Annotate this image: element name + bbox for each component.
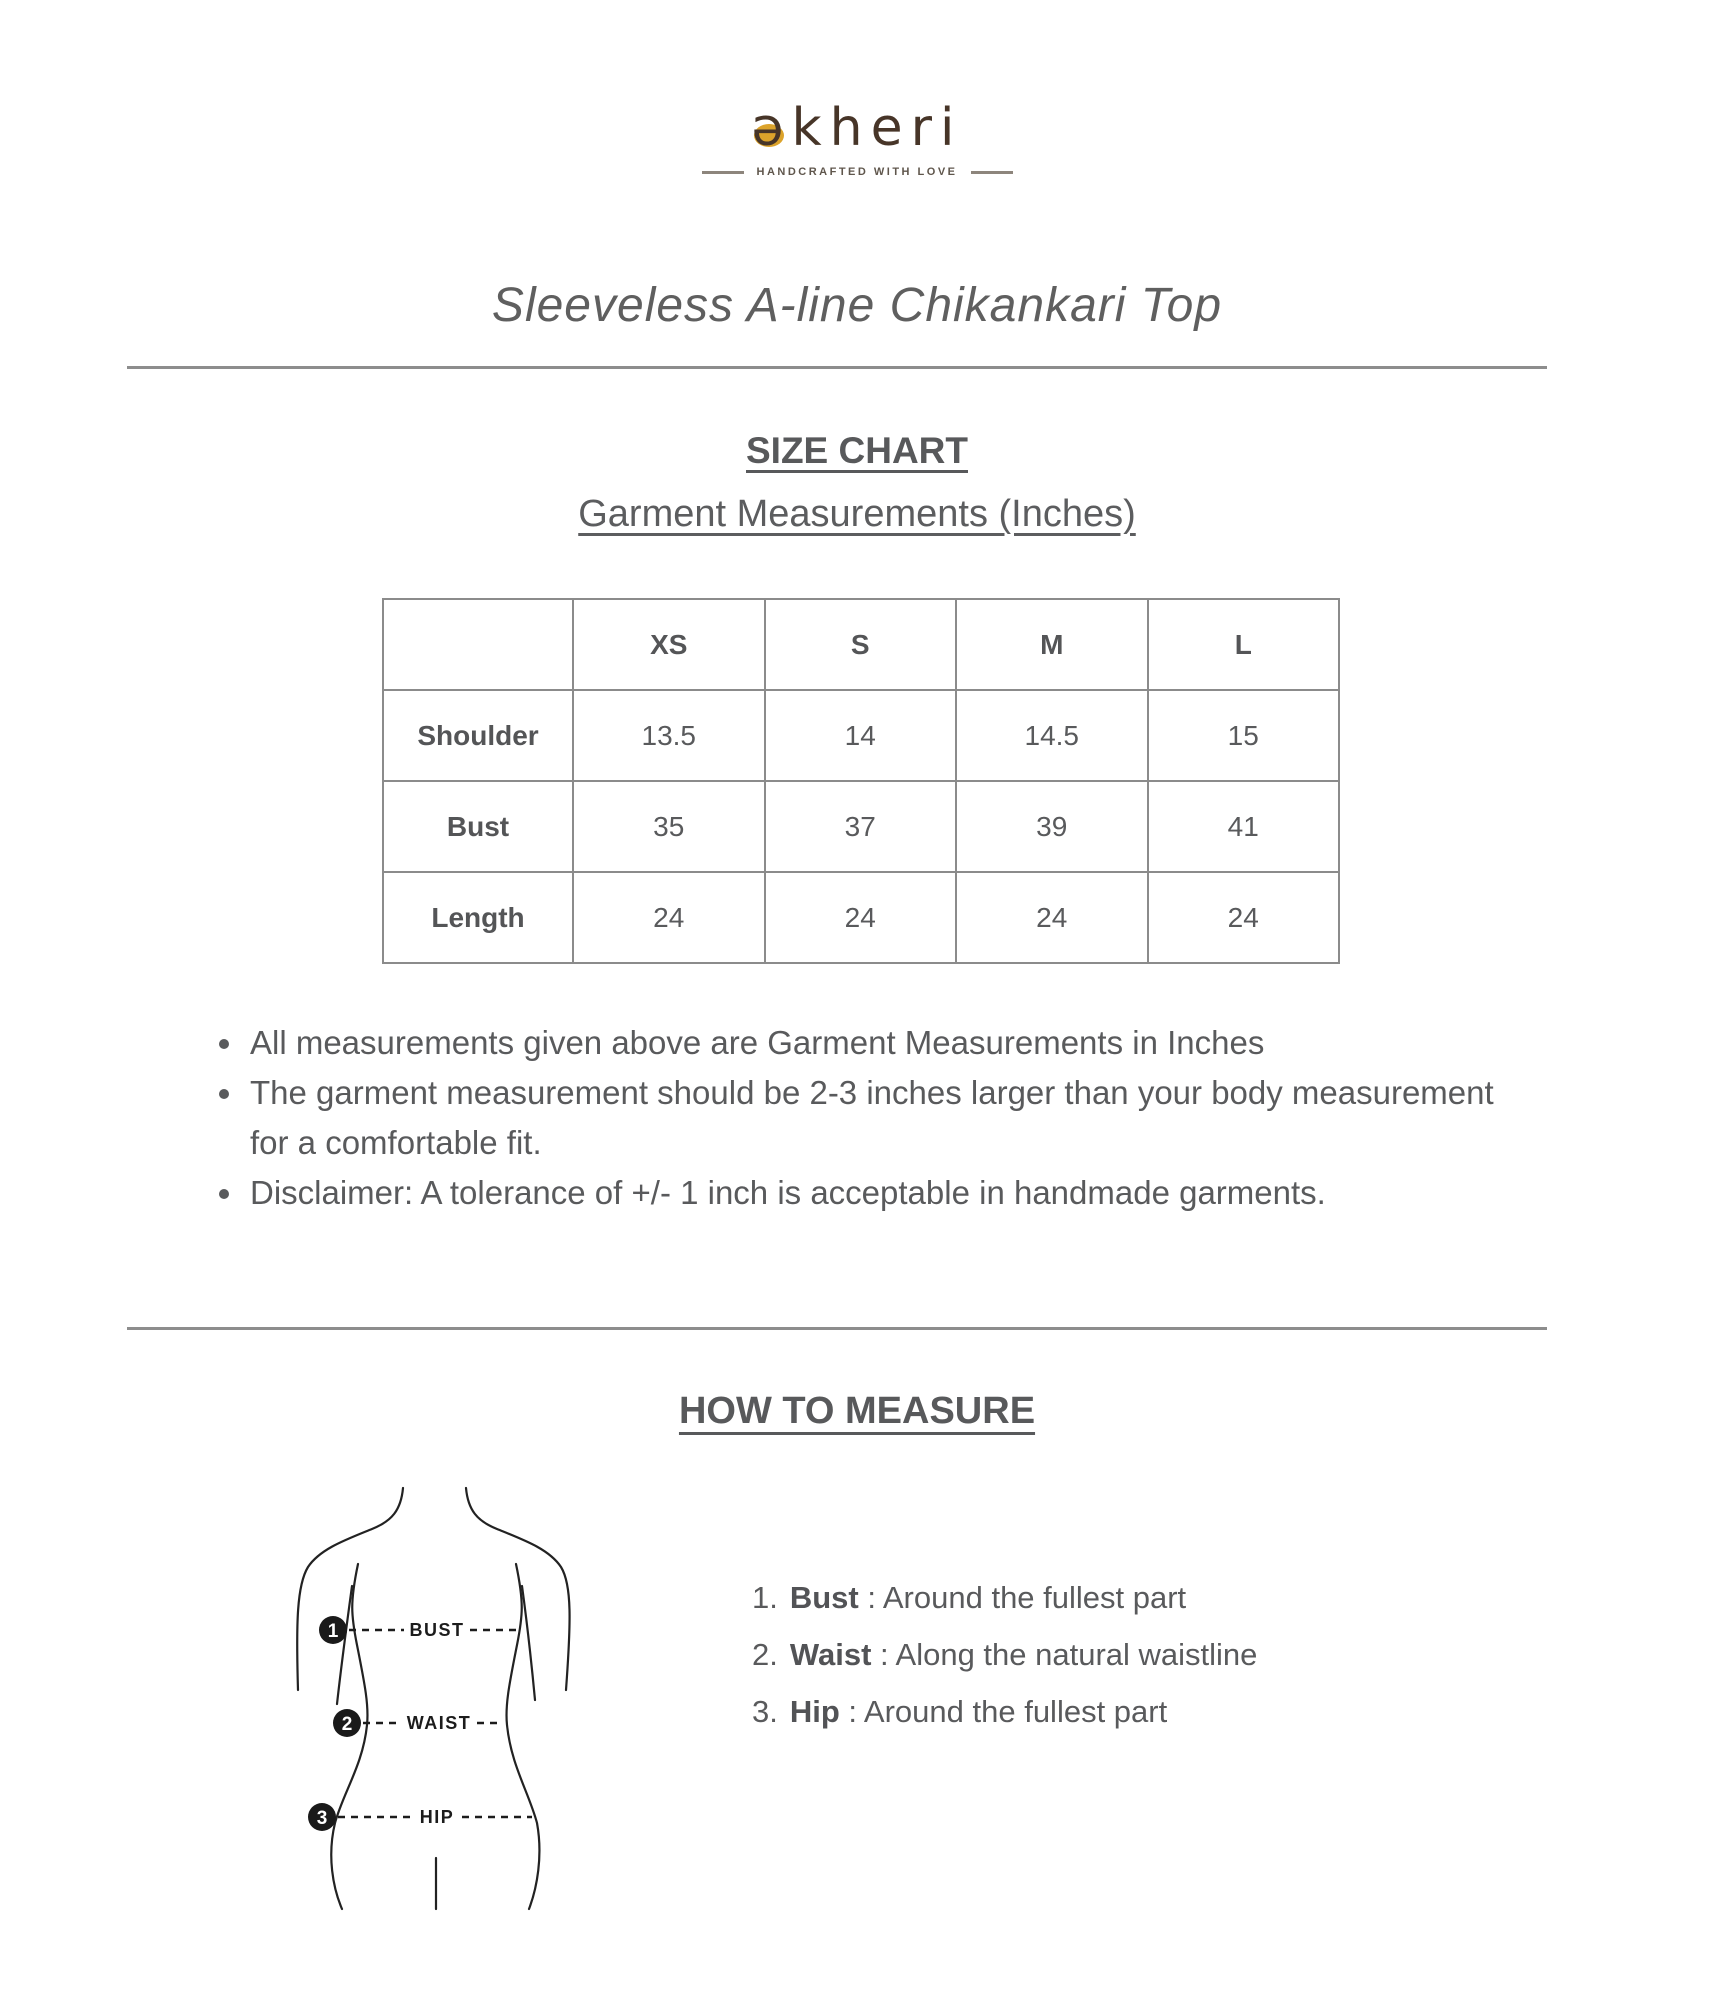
size-table-corner-cell bbox=[383, 599, 573, 690]
measurement-value: 14.5 bbox=[956, 690, 1148, 781]
size-column-header: XS bbox=[573, 599, 765, 690]
waist-label: WAIST bbox=[406, 1713, 472, 1733]
marker-2-number: 2 bbox=[341, 1714, 353, 1735]
top-divider bbox=[127, 366, 1547, 369]
figure-right-torso bbox=[506, 1564, 539, 1909]
measurement-value: 39 bbox=[956, 781, 1148, 872]
tagline-rule-left bbox=[702, 171, 744, 174]
how-to-measure-heading: HOW TO MEASURE bbox=[678, 1390, 1036, 1432]
brand-header bbox=[0, 98, 1714, 178]
size-table-row bbox=[383, 781, 1339, 872]
measurement-value: 35 bbox=[573, 781, 765, 872]
step-term: Hip bbox=[789, 1694, 840, 1729]
size-chart-heading: SIZE CHART bbox=[746, 430, 968, 471]
step-description: : Around the fullest part bbox=[839, 1694, 1168, 1729]
measure-step bbox=[752, 1578, 1257, 1618]
figure-right-inner-arm bbox=[522, 1586, 535, 1700]
measurement-value: 15 bbox=[1148, 690, 1340, 781]
measurement-value: 14 bbox=[765, 690, 957, 781]
figure-right-shoulder-arm bbox=[466, 1488, 570, 1690]
notes-list bbox=[200, 1018, 1501, 1218]
note-item: • Disclaimer: A tolerance of +/- 1 inch is acceptable in handmade garments. bbox=[246, 1168, 1501, 1218]
step-term: Waist bbox=[789, 1637, 872, 1672]
marker-3-number: 3 bbox=[316, 1808, 328, 1829]
measurement-value: 37 bbox=[765, 781, 957, 872]
measurement-value: 41 bbox=[1148, 781, 1340, 872]
figure-left-shoulder-arm bbox=[297, 1488, 403, 1690]
measurement-value: 13.5 bbox=[573, 690, 765, 781]
size-table-header-row bbox=[383, 599, 1339, 690]
measure-step bbox=[752, 1692, 1257, 1732]
step-number: 3. bbox=[752, 1694, 778, 1729]
size-table-body bbox=[383, 690, 1339, 963]
step-description: : Along the natural waistline bbox=[871, 1637, 1258, 1672]
size-column-header: L bbox=[1148, 599, 1340, 690]
marker-1-number: 1 bbox=[327, 1621, 339, 1642]
size-table-row bbox=[383, 690, 1339, 781]
size-table bbox=[382, 598, 1340, 964]
measurement-row-label: Bust bbox=[383, 781, 573, 872]
measurement-value: 24 bbox=[573, 872, 765, 963]
logo-rest: kheri bbox=[791, 98, 963, 158]
measurement-row-label: Length bbox=[383, 872, 573, 963]
measurement-row-label: Shoulder bbox=[383, 690, 573, 781]
step-term: Bust bbox=[789, 1580, 859, 1615]
note-item: • All measurements given above are Garment Measurements in Inches bbox=[246, 1018, 1501, 1068]
measure-step bbox=[752, 1635, 1257, 1675]
logo-schwa bbox=[751, 98, 792, 158]
step-description: : Around the fullest part bbox=[858, 1580, 1187, 1615]
measure-steps-list bbox=[752, 1578, 1257, 1749]
measurement-value: 24 bbox=[956, 872, 1148, 963]
brand-logo bbox=[0, 98, 1714, 158]
hip-label: HIP bbox=[419, 1807, 455, 1827]
tagline-text: HANDCRAFTED WITH LOVE bbox=[756, 166, 958, 178]
note-item: • The garment measurement should be 2-3 inches larger than your body measurement for a comfortable fit. bbox=[246, 1068, 1501, 1168]
product-title: Sleeveless A-line Chikankari Top bbox=[491, 279, 1223, 332]
logo-schwa-char: ə bbox=[751, 98, 792, 158]
size-column-header: S bbox=[765, 599, 957, 690]
body-measurement-diagram bbox=[230, 1455, 630, 1925]
brand-tagline bbox=[0, 166, 1714, 178]
tagline-rule-right bbox=[971, 171, 1013, 174]
size-table-head bbox=[383, 599, 1339, 690]
measurement-value: 24 bbox=[765, 872, 957, 963]
size-column-header: M bbox=[956, 599, 1148, 690]
size-chart-subheading: Garment Measurements (Inches) bbox=[578, 493, 1136, 535]
step-number: 1. bbox=[752, 1580, 778, 1615]
figure-left-inner-arm bbox=[337, 1586, 352, 1704]
bust-label: BUST bbox=[409, 1620, 465, 1640]
size-table-row bbox=[383, 872, 1339, 963]
middle-divider bbox=[127, 1327, 1547, 1330]
step-number: 2. bbox=[752, 1637, 778, 1672]
measurement-value: 24 bbox=[1148, 872, 1340, 963]
